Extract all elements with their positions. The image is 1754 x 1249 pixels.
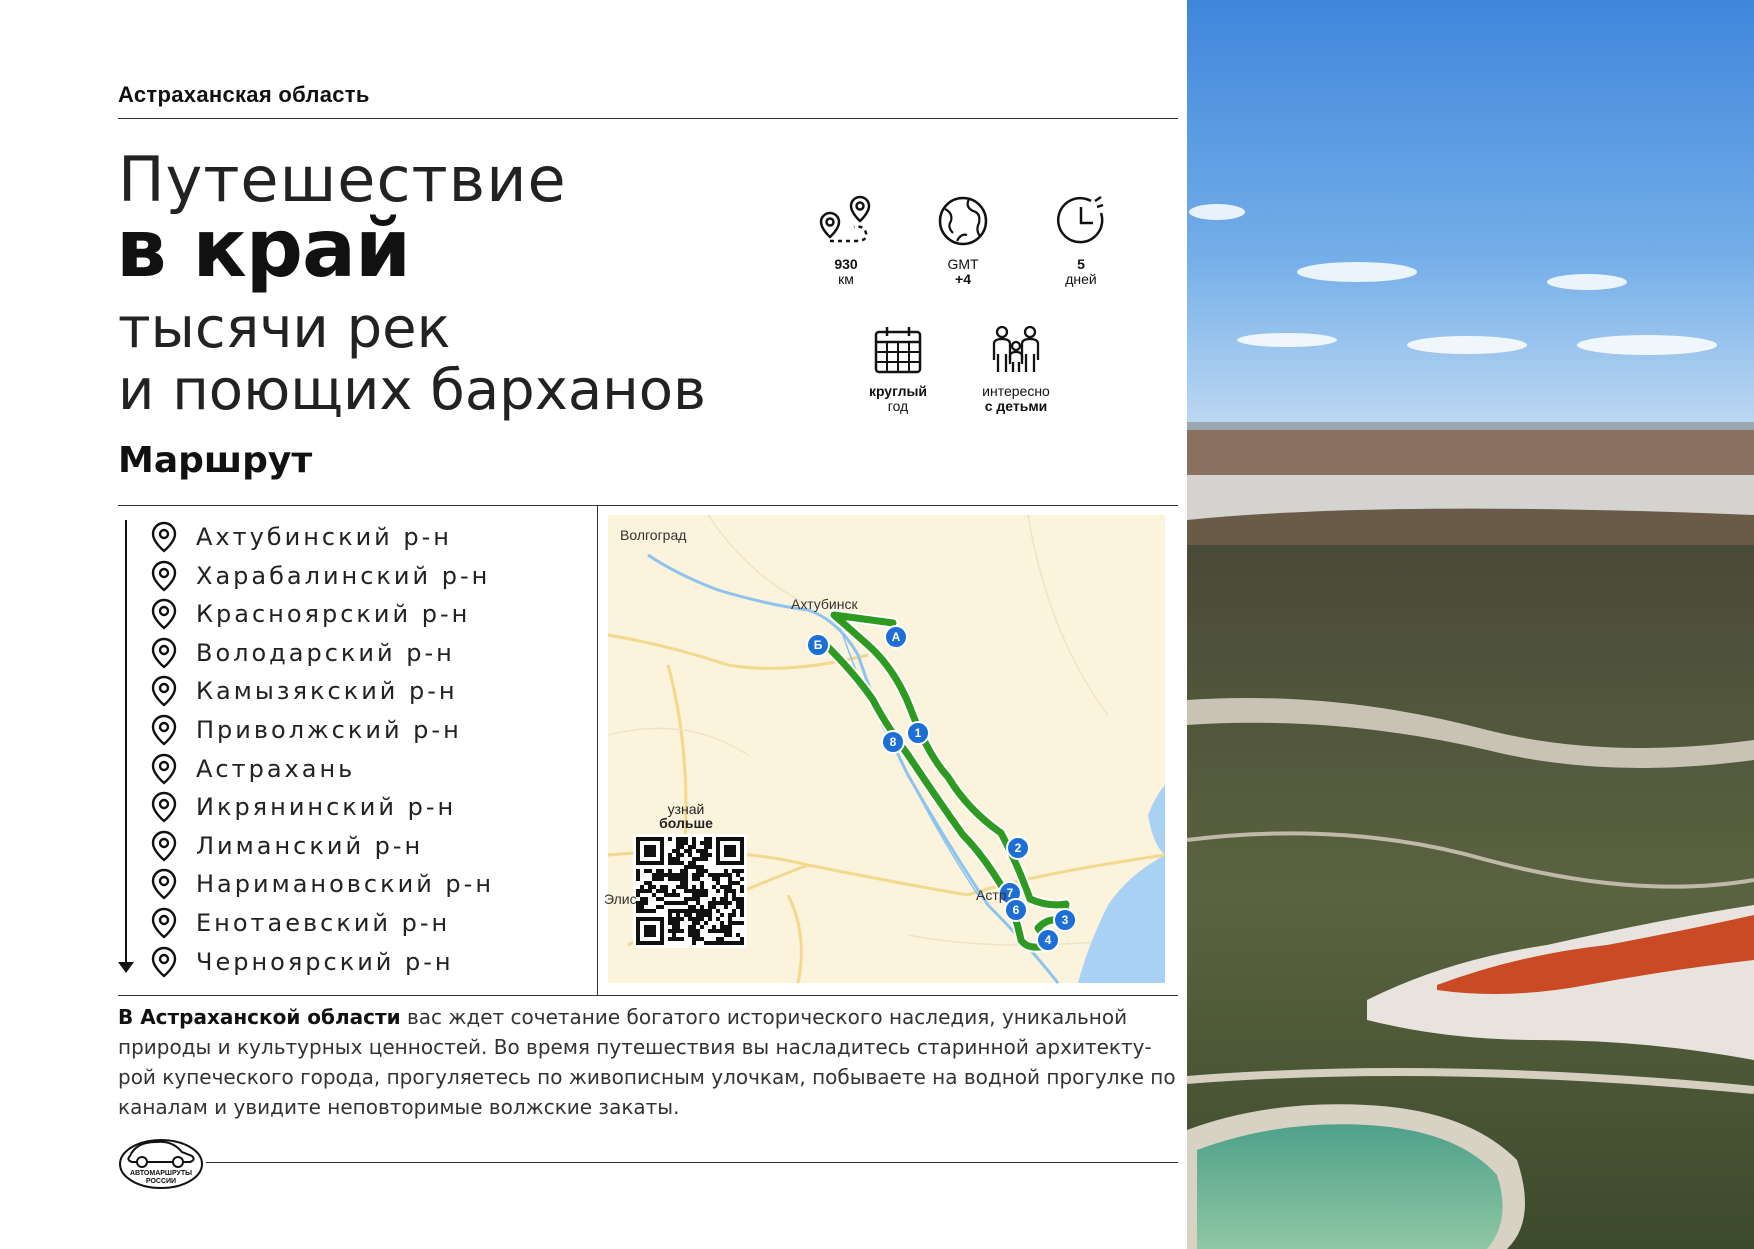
description-lead: В Астраханской области: [118, 1005, 401, 1029]
svg-text:2: 2: [1014, 841, 1022, 855]
route-item-label: Камызякский р-н: [196, 677, 458, 706]
route-item-label: Икрянинский р-н: [196, 793, 457, 822]
landscape-photo: [1187, 0, 1754, 1249]
column-divider: [597, 506, 598, 996]
region-title: Астраханская область: [118, 82, 370, 107]
svg-text:4: 4: [1044, 933, 1052, 947]
marker-6: [1005, 899, 1027, 921]
route-map: [604, 515, 1165, 983]
qr-caption-line1: узнай: [667, 801, 705, 817]
route-item: [150, 906, 450, 940]
route-item: [150, 829, 423, 863]
calendar-icon: [872, 324, 924, 376]
route-item-label: Харабалинский р-н: [196, 561, 491, 590]
duration-value: 5: [1077, 256, 1085, 272]
route-divider: [118, 505, 1178, 506]
route-item-label: Володарский р-н: [196, 638, 455, 667]
svg-text:8: 8: [889, 735, 897, 749]
family-label: интересно: [982, 383, 1050, 399]
route-item-label: Енотаевский р-н: [196, 909, 451, 937]
route-heading: Маршрут: [118, 440, 313, 481]
fact-timezone: [908, 193, 1018, 287]
route-item: [150, 636, 455, 670]
location-pin-icon: [150, 946, 178, 978]
fact-duration: [1026, 193, 1136, 287]
description: [118, 1002, 1178, 1122]
footer-divider: [206, 1162, 1178, 1163]
duration-unit: дней: [1065, 271, 1097, 287]
title-line-3: тысячи рек: [118, 296, 451, 361]
header-divider: [118, 118, 1178, 119]
qr-caption-line2: больше: [659, 815, 713, 831]
route-item-label: Приволжский р-н: [196, 716, 462, 744]
timezone-label: GMT: [947, 256, 979, 272]
family-icon: [990, 324, 1042, 376]
route-distance-icon: [816, 193, 876, 249]
location-pin-icon: [150, 714, 178, 746]
marker-8: [882, 731, 904, 753]
season-unit: год: [887, 398, 909, 414]
location-pin-icon: [150, 907, 178, 939]
svg-text:3: 3: [1061, 913, 1069, 927]
marker-1: [907, 722, 929, 744]
route-item: [150, 597, 470, 631]
marker-a: [885, 626, 907, 648]
fact-season: [843, 324, 953, 414]
route-item-label: Красноярский р-н: [196, 600, 471, 629]
globe-icon: [935, 193, 991, 249]
location-pin-icon: [150, 598, 178, 630]
route-item: [150, 713, 462, 747]
location-pin-icon: [150, 791, 178, 823]
logo-text: АВТОМАРШРУТЫ РОССИИ: [129, 1170, 193, 1185]
location-pin-icon: [150, 675, 178, 707]
route-arrow-head: [118, 962, 134, 973]
map-svg: [608, 515, 1165, 983]
route-arrow-line: [125, 520, 127, 966]
location-pin-icon: [150, 521, 178, 553]
marker-4: [1037, 929, 1059, 951]
map-label-akhtubinsk: Ахтубинск: [791, 596, 858, 612]
route-item: [150, 790, 456, 824]
timezone-value: +4: [955, 271, 971, 287]
route-item: [150, 752, 355, 786]
map-label-astrakhan: Астр: [976, 887, 1007, 903]
svg-text:Б: Б: [813, 638, 823, 652]
location-pin-icon: [150, 868, 178, 900]
location-pin-icon: [150, 637, 178, 669]
title-line-1: Путешествие: [118, 143, 567, 216]
distance-value: 930: [834, 256, 858, 272]
svg-text:А: А: [891, 630, 901, 644]
location-pin-icon: [150, 830, 178, 862]
fact-family: [961, 324, 1071, 414]
route-item-label: Астрахань: [196, 754, 356, 783]
route-item: [150, 945, 454, 979]
title-line-4: и поющих барханов: [118, 358, 707, 423]
route-item-label: Наримановский р-н: [196, 870, 495, 899]
marker-b: [807, 634, 829, 656]
route-item: [150, 559, 490, 593]
marker-3: [1054, 909, 1076, 931]
route-item: [150, 520, 452, 554]
fact-distance: [791, 193, 901, 287]
route-item: [150, 674, 458, 708]
svg-text:7: 7: [1006, 886, 1014, 900]
qr-caption: [644, 802, 728, 830]
svg-text:6: 6: [1012, 903, 1020, 917]
distance-unit: км: [838, 271, 854, 287]
location-pin-icon: [150, 560, 178, 592]
family-value: с детьми: [984, 398, 1048, 414]
clock-icon: [1053, 193, 1109, 249]
season-value: круглый: [868, 383, 928, 399]
svg-text:1: 1: [914, 726, 922, 740]
route-item-label: Лиманский р-н: [196, 831, 424, 860]
map-bottom-divider: [118, 995, 1178, 996]
route-item: [150, 867, 494, 901]
map-label-volgograd: Волгоград: [620, 527, 687, 543]
location-pin-icon: [150, 753, 178, 785]
route-item-label: Ахтубинский р-н: [196, 523, 452, 551]
marker-2: [1007, 837, 1029, 859]
map-label-elista: Элис: [604, 891, 637, 907]
route-item-label: Черноярский р-н: [196, 947, 454, 976]
description-body: вас ждет сочетание богатого исторического наследия, уникальной природы и культурных ценностей. Во время путешествия вы насладитесь старинной архитектурой купеческого города, прогуляетесь по живописным улочкам, побываете на водной прогулке по каналам и увидите неповторимые волжские закаты.: [118, 1005, 1176, 1119]
qr-code[interactable]: [633, 834, 747, 948]
title-line-2: в край: [116, 202, 411, 295]
